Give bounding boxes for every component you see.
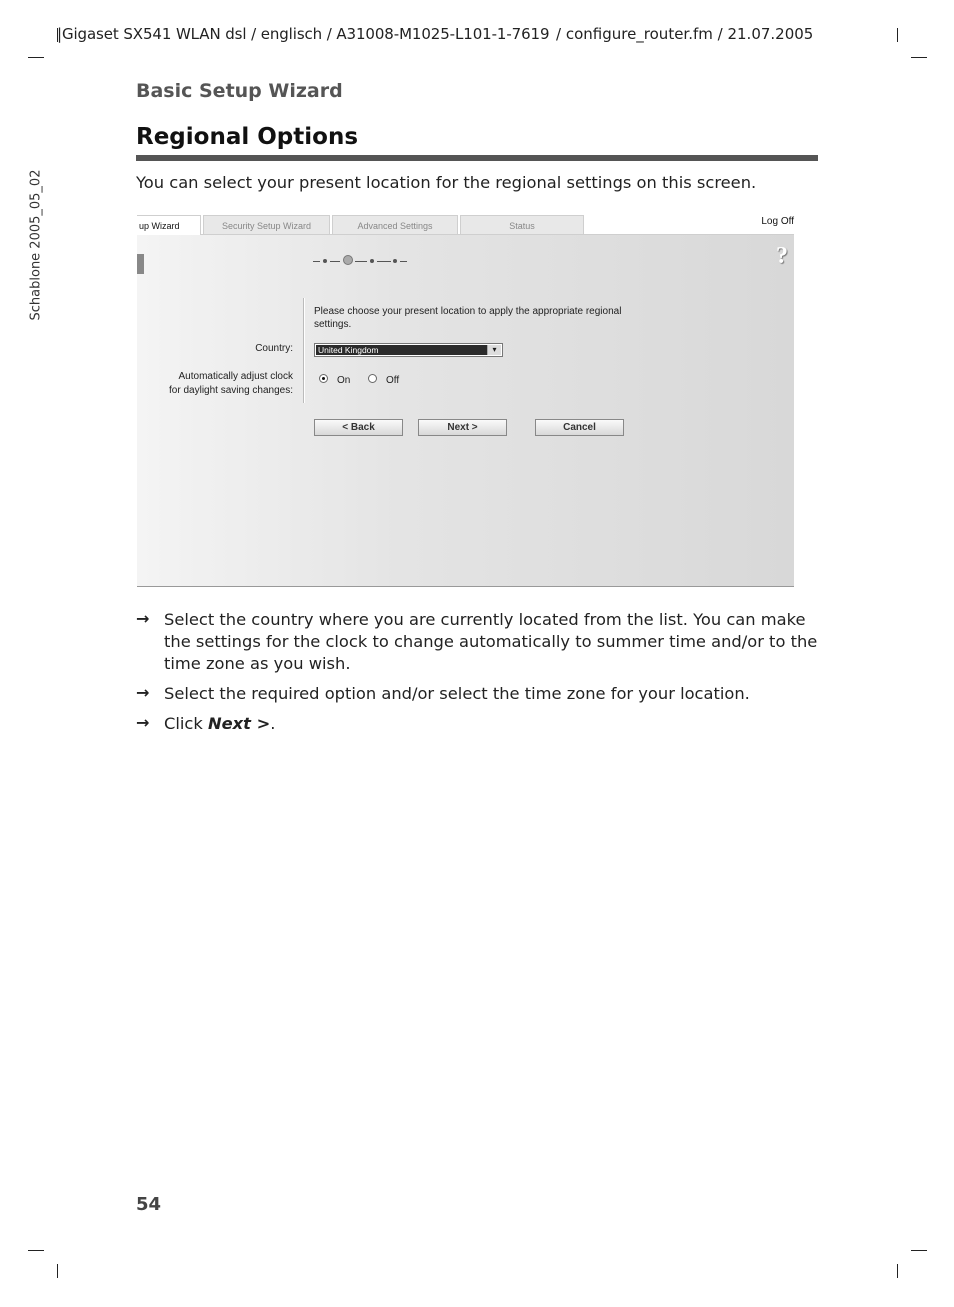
next-button[interactable]: Next >	[418, 419, 507, 436]
section-title: Basic Setup Wizard	[136, 80, 343, 102]
progress-step	[393, 259, 397, 263]
help-icon[interactable]: ?	[776, 243, 788, 269]
cancel-button[interactable]: Cancel	[535, 419, 624, 436]
progress-step	[370, 259, 374, 263]
progress-dash	[377, 261, 391, 262]
tab-advanced-settings[interactable]: Advanced Settings	[332, 215, 458, 235]
router-screenshot	[137, 212, 794, 586]
document-header-right: / configure_router.fm / 21.07.2005	[556, 25, 814, 43]
country-label: Country:	[255, 343, 293, 354]
page-title: Regional Options	[136, 124, 359, 150]
country-selected-value: United Kingdom	[316, 345, 488, 355]
radio-off[interactable]	[368, 374, 377, 383]
tab-basic-setup-wizard[interactable]: up Wizard	[137, 215, 201, 235]
content-panel	[137, 235, 794, 587]
clock-label-line2: for daylight saving changes:	[169, 385, 293, 396]
crop-mark	[911, 57, 927, 58]
list-item-text: Select the required option and/or select the time zone for your location.	[164, 684, 750, 703]
page-number: 54	[136, 1194, 162, 1215]
arrow-icon: →	[136, 713, 150, 732]
title-rule	[136, 155, 818, 161]
arrow-icon: →	[136, 683, 150, 702]
clock-label-line1: Automatically adjust clock	[178, 371, 293, 382]
crop-mark	[28, 57, 44, 58]
progress-step-current	[343, 255, 353, 265]
crop-mark	[897, 28, 898, 42]
progress-dash	[355, 261, 367, 262]
progress-dash	[313, 261, 320, 262]
chevron-down-icon[interactable]: ▾	[487, 345, 501, 355]
list-item-prefix: Click	[164, 714, 208, 733]
form-divider	[304, 298, 305, 403]
progress-step	[323, 259, 327, 263]
tab-status[interactable]: Status	[460, 215, 584, 235]
progress-dash	[400, 261, 407, 262]
instruction-text: Please choose your present location to apply the appropriate regional settings.	[314, 306, 622, 330]
tab-security-setup-wizard[interactable]: Security Setup Wizard	[203, 215, 330, 235]
crop-mark	[897, 1264, 898, 1278]
next-reference: Next >	[207, 714, 271, 733]
crop-mark	[28, 1250, 44, 1251]
arrow-icon: →	[136, 609, 150, 628]
template-label: Schablone 2005_05_02	[28, 169, 44, 321]
intro-text: You can select your present location for the regional settings on this screen.	[136, 173, 757, 192]
crop-mark	[57, 1264, 58, 1278]
list-item-text	[164, 713, 829, 735]
tab-bar	[137, 212, 794, 236]
list-item-suffix: .	[270, 714, 276, 733]
list-item-text: Select the country where you are currently located from the list. You can make the settings for the clock to change automatically to summer time and/or to the time zone as you wish.	[164, 610, 818, 673]
radio-on[interactable]	[319, 374, 328, 383]
logoff-link[interactable]: Log Off	[761, 216, 794, 227]
crop-mark	[911, 1250, 927, 1251]
side-marker	[137, 254, 144, 274]
radio-off-label: Off	[386, 375, 400, 386]
back-button[interactable]: < Back	[314, 419, 403, 436]
radio-on-label: On	[337, 375, 351, 386]
document-header-left: |Gigaset SX541 WLAN dsl / englisch / A31008-M1025-L101-1-7619	[57, 25, 550, 43]
progress-dash	[330, 261, 340, 262]
country-select[interactable]	[314, 343, 503, 357]
